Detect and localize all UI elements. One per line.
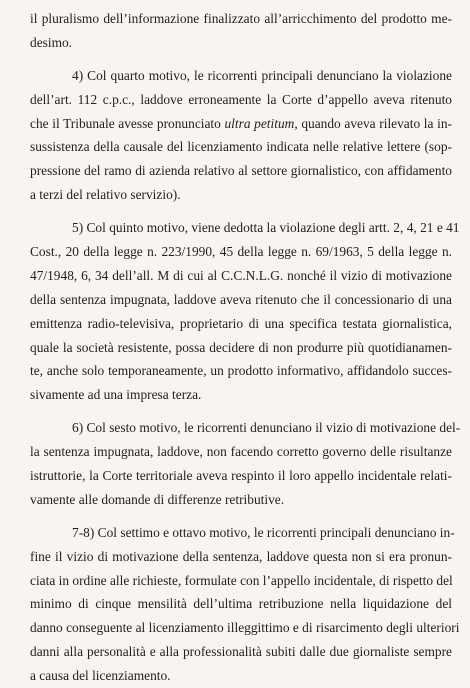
text-line: Cost., 20 della legge n. 223/1990, 45 della legge n. 69/1963, 5 della legge n. xyxy=(30,244,452,260)
text-line: della sentenza impugnata, laddove aveva ritenuto che il concessionario di una xyxy=(30,291,452,307)
text-line: il pluralismo dell’informazione finalizzato all’arricchimento del prodotto me- xyxy=(30,11,452,26)
text-line: minimo di cinque mensilità dell’ultima retribuzione nella liquidazione del xyxy=(30,596,452,612)
text-line: 4) Col quarto motivo, le ricorrenti principali denunciano la violazione xyxy=(72,67,452,83)
text-line: quale la società resistente, possa decidere di non produrre più quotidianamen- xyxy=(30,339,452,355)
text-line: la sentenza impugnata, laddove, non facendo corretto governo delle risultanze xyxy=(30,444,452,460)
text-line: 5) Col quinto motivo, viene dedotta la violazione degli artt. 2, 4, 21 e 41 xyxy=(72,220,460,236)
text-line: sussistenza della causale del licenziamento indicata nelle relative lettere (sop- xyxy=(30,139,452,155)
text-line: a causa del licenziamento. xyxy=(30,668,171,684)
italic-term: ultra petitum xyxy=(224,115,295,131)
text-line: pressione del ramo di azienda relativo al settore giornalistico, con affidamento xyxy=(30,163,452,179)
text-line: ciata in ordine alle richieste, formulate con l’appello incidentale, di rispetto del xyxy=(30,572,453,588)
text-line: desimo. xyxy=(30,34,73,50)
text-line: danno conseguente al licenziamento illeggittimo e di risarcimento degli ulteriori xyxy=(30,620,460,636)
paragraph-quinto-motivo xyxy=(30,216,460,407)
paragraph-sesto-motivo xyxy=(30,416,461,512)
text-line: fine il vizio di motivazione della sentenza, laddove questa non si era pronun- xyxy=(30,548,452,564)
text-line: sivamente ad una impresa terza. xyxy=(30,387,202,403)
text-line: vamente alle domande di differenze retributive. xyxy=(30,491,285,507)
text-line: 7-8) Col settimo e ottavo motivo, le ricorrenti principali denunciano in- xyxy=(72,524,455,540)
text-line: dell’art. 112 c.p.c., laddove erroneamente la Corte d’appello aveva ritenuto xyxy=(30,91,452,107)
text-line: istruttorie, la Corte territoriale aveva respinto il loro appello incidentale relati- xyxy=(30,468,452,484)
text-line: 6) Col sesto motivo, le ricorrenti denunciano il vizio di motivazione del- xyxy=(72,420,461,436)
text-line: emittenza radio-televisiva, proprietario di una specifica testata giornalistica, xyxy=(30,315,452,331)
text-line: danni alla personalità e alla professionalità subiti dalle due giornaliste sempre xyxy=(30,644,452,660)
paragraph-continuation xyxy=(30,7,452,55)
text-line: 47/1948, 6, 34 dell’all. M di cui al C.C.N.L.G. nonché il vizio di motivazione xyxy=(30,267,452,283)
text-line: te, anche solo temporaneamente, un prodotto informativo, affidandolo succes- xyxy=(30,363,452,379)
paragraph-settimo-ottavo-motivo xyxy=(30,521,460,688)
text-line-with-italic: che il Tribunale avesse pronunciato ultra petitum, quando aveva rilevato la in- xyxy=(30,115,452,131)
text-line: a terzi del relativo servizio). xyxy=(30,187,181,203)
paragraph-quarto-motivo xyxy=(30,64,452,207)
